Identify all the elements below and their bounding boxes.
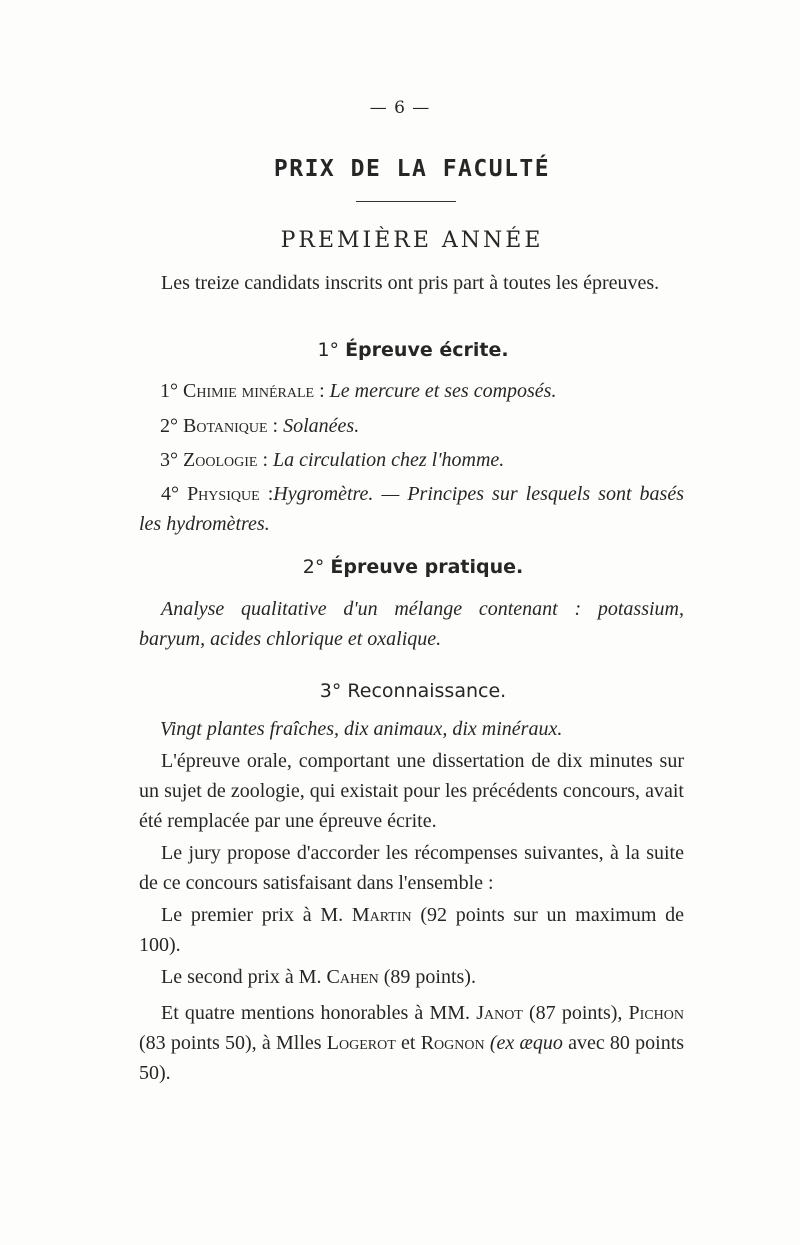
section-2-number: 2° (302, 556, 325, 578)
mention-points-1: (87 points), (529, 1002, 623, 1024)
item-separator: : (267, 415, 284, 437)
subject-item-1 (160, 376, 705, 406)
page-title: PRIX DE LA FACULTÉ (273, 156, 551, 182)
item-topic: Hygromètre. — Principes sur lesquels sont basés les hydromètres. (139, 483, 685, 535)
first-prize-prefix: Le premier prix à M. (161, 904, 344, 926)
section-1-heading (0, 339, 800, 361)
practical-exercise-text: Analyse qualitative d'un mélange contenant : potassium, baryum, acides chlorique et oxalique. (139, 598, 684, 650)
jury-paragraph: Le jury propose d'accorder les récompenses suivantes, à la suite de ce concours satisfaisant dans l'ensemble : (139, 842, 684, 894)
section-2-title: Épreuve pratique. (330, 556, 524, 578)
year-heading: PREMIÈRE ANNÉE (280, 228, 544, 253)
second-prize-name: Cahen (326, 966, 379, 988)
item-number: 4° (161, 483, 179, 505)
mention-name-3: Logerot (326, 1032, 396, 1054)
item-subject: Botanique (183, 415, 268, 437)
item-subject: Zoologie (183, 449, 258, 471)
mentions-prefix: Et quatre mentions honorables à MM. (161, 1002, 471, 1024)
item-topic: Solanées. (283, 415, 360, 437)
section-1-number: 1° (317, 339, 340, 361)
page-number: — 6 — (369, 98, 431, 118)
item-number: 3° (160, 449, 178, 471)
recognition-text: Vingt plantes fraîches, dix animaux, dix minéraux. (160, 718, 563, 740)
mention-name-2: Pichon (628, 1002, 685, 1024)
first-prize-paragraph (139, 900, 684, 960)
second-prize-prefix: Le second prix à M. (161, 966, 322, 988)
section-2-heading (0, 556, 800, 578)
second-prize-paragraph (139, 962, 684, 992)
item-number: 2° (160, 415, 178, 437)
item-subject: Chimie minérale (183, 380, 315, 402)
section-3-title: Reconnaissance. (347, 680, 507, 702)
intro-paragraph: Les treize candidats inscrits ont pris part à toutes les épreuves. (161, 272, 660, 294)
mentions-paragraph (139, 998, 684, 1088)
item-topic: La circulation chez l'homme. (273, 449, 505, 471)
mention-latin: (ex æquo (489, 1032, 563, 1054)
section-1-title: Épreuve écrite. (345, 339, 509, 361)
item-number: 1° (160, 380, 178, 402)
mention-end: avec 80 points 50). (139, 1032, 685, 1084)
first-prize-suffix: (92 points sur un maximum de 100). (139, 904, 685, 956)
second-prize-suffix: (89 points). (383, 966, 476, 988)
mention-name-4: Rognon (420, 1032, 485, 1054)
item-subject: Physique (187, 483, 260, 505)
mention-conjunction: et (401, 1032, 416, 1054)
subject-item-4 (139, 479, 684, 539)
item-separator: : (314, 380, 330, 402)
subject-item-2 (160, 411, 705, 441)
mention-points-2: (83 points 50), à Mlles (139, 1032, 322, 1054)
section-3-number: 3° (319, 680, 342, 702)
item-separator: : (259, 483, 274, 505)
first-prize-name: Martin (351, 904, 412, 926)
item-separator: : (257, 449, 273, 471)
title-rule (356, 201, 456, 202)
subject-item-3 (160, 445, 705, 475)
section-3-heading (0, 680, 800, 702)
mention-name-1: Janot (476, 1002, 523, 1024)
oral-exam-paragraph: L'épreuve orale, comportant une dissertation de dix minutes sur un sujet de zoologie, qui existait pour les précédents concours, avait été remplacée par une épreuve écrite. (139, 750, 684, 832)
item-topic: Le mercure et ses composés. (329, 380, 557, 402)
